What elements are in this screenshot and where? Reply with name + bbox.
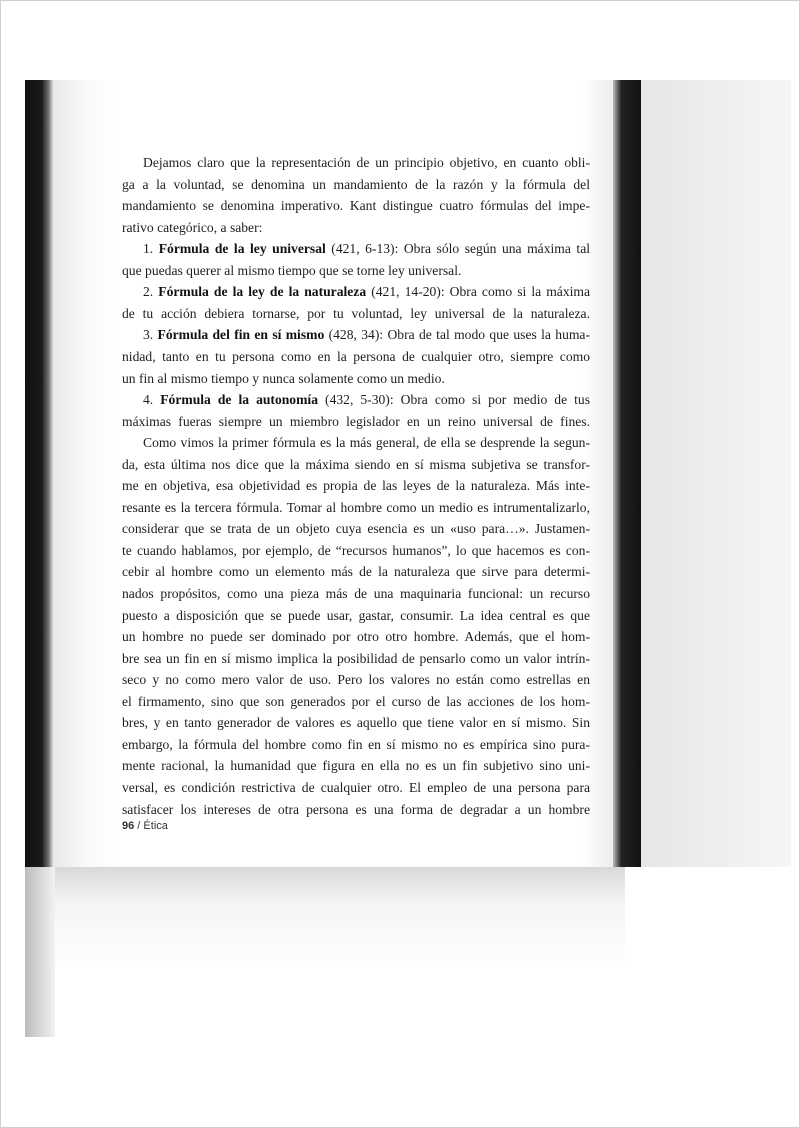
text-line [122, 693, 590, 711]
text-line [122, 650, 590, 668]
text-line [143, 283, 590, 301]
text-segment: de tu acción debiera tornarse, por tu voluntad, ley universal de la naturaleza. [122, 305, 590, 321]
text-line [122, 413, 590, 431]
text-segment: el firmamento, sino que son generados por el curso de las acciones de los hom- [122, 693, 590, 709]
text-segment: satisfacer los intereses de otra persona es una forma de degradar a un hombre [122, 801, 590, 817]
text-line [122, 801, 590, 819]
text-line [122, 262, 590, 280]
bold-term: Fórmula del fin en sí mismo [157, 327, 325, 343]
page-number: 96 [122, 820, 135, 832]
text-line [122, 607, 590, 625]
text-line [122, 176, 590, 194]
page-footer [122, 820, 168, 832]
text-line [143, 154, 590, 172]
text-line [122, 477, 590, 495]
text-line [122, 714, 590, 732]
text-line [122, 219, 590, 237]
text-segment: mente racional, la humanidad que figura en ella no es un fin subjetivo sino uni- [122, 758, 590, 774]
text-line [122, 585, 590, 603]
text-segment: 4. [143, 392, 161, 408]
text-line [122, 348, 590, 366]
footer-separator: / [134, 820, 144, 832]
text-segment: 3. [143, 327, 158, 343]
text-segment: considerar que se trata de un objeto cuya esencia es un «uso para…». Justamen- [122, 521, 590, 537]
text-line [122, 305, 590, 323]
text-line [122, 520, 590, 538]
text-segment: cebir al hombre como un elemento más de la naturaleza que sirve para determi- [122, 564, 590, 580]
text-segment: (421, 6-13): Obra sólo según una máxima tal [325, 241, 590, 257]
text-line [122, 628, 590, 646]
text-segment: seco y no como mero valor de uso. Pero los valores no están como estrellas en [122, 672, 590, 688]
text-segment: máximas fueras siempre un miembro legislador en un reino universal de fines. [122, 413, 590, 429]
text-segment: nados propósitos, como una pieza más de una maquinaria funcional: un recurso [122, 586, 590, 601]
text-segment: puesto a disposición que se puede usar, gastar, consumir. La idea central es que [122, 607, 590, 623]
text-line [122, 370, 590, 388]
scan-shadow-bottom-left [25, 867, 55, 1037]
text-segment: me en objetiva, esa objetividad es propia de las leyes de la naturaleza. Más inte- [122, 478, 590, 494]
text-line [122, 757, 590, 775]
text-line [122, 542, 590, 560]
text-line [122, 779, 590, 797]
text-segment: 1. [143, 241, 159, 257]
scan-shadow-left [25, 80, 53, 867]
text-line [143, 391, 590, 409]
text-segment: que puedas querer al mismo tiempo que se torne ley universal. [122, 262, 462, 278]
text-segment: resante es la tercera fórmula. Tomar al hombre como un medio es intrumentalizarlo, [122, 499, 590, 515]
text-segment: versal, es condición restrictiva de cualquier otro. El empleo de una persona para [122, 779, 590, 795]
text-line [122, 671, 590, 689]
bold-term: Fórmula de la ley de la naturaleza [158, 284, 367, 300]
text-line [143, 240, 590, 258]
text-segment: rativo categórico, a saber: [122, 219, 263, 235]
bold-term: Fórmula de la ley universal [158, 241, 326, 257]
text-segment: ga a la voluntad, se denomina un mandamiento de la razón y la fórmula del [122, 176, 590, 192]
text-segment: (432, 5-30): Obra como si por medio de tus [318, 392, 591, 408]
text-segment: un hombre no puede ser dominado por otro otro hombre. Además, que el hom- [122, 629, 590, 645]
text-segment: te cuando hablamos, por ejemplo, de “recursos humanos”, lo que hacemos es con- [122, 542, 590, 558]
scan-background-right [641, 80, 791, 867]
text-segment: bre sea un fin en sí mismo implica la posibilidad de pensarlo como un valor intrín- [122, 650, 590, 666]
text-segment: bres, y en tanto generador de valores es aquello que tiene valor en sí mismo. Sin [122, 715, 590, 731]
section-title: Ética [143, 820, 168, 832]
text-line [122, 499, 590, 517]
text-segment: un fin al mismo tiempo y nunca solamente como un medio. [122, 370, 445, 386]
text-line [122, 736, 590, 754]
text-segment: embargo, la fórmula del hombre como fin en sí mismo no es empírica sino pura- [122, 736, 590, 752]
text-segment: Como vimos la primer fórmula es la más general, de ella se desprende la segun- [143, 435, 590, 451]
text-line [143, 326, 590, 344]
text-line [122, 563, 590, 581]
text-segment: da, esta última nos dice que la máxima siendo en sí misma subjetiva se transfor- [122, 456, 590, 472]
scan-background-bottom [25, 867, 625, 1037]
text-segment: Dejamos claro que la representación de un principio objetivo, en cuanto obli- [143, 155, 590, 170]
text-segment: nidad, tanto en tu persona como en la persona de cualquier otro, siempre como [122, 348, 590, 364]
scan-shadow-right [613, 80, 641, 867]
text-segment: 2. [143, 284, 159, 300]
text-line [122, 456, 590, 474]
text-segment: (421, 14-20): Obra como si la máxima [366, 284, 590, 300]
text-segment: mandamiento se denomina imperativo. Kant distingue cuatro fórmulas del impe- [122, 198, 590, 214]
text-line [143, 434, 590, 452]
text-segment: (428, 34): Obra de tal modo que uses la huma- [324, 327, 590, 343]
text-line [122, 197, 590, 215]
bold-term: Fórmula de la autonomía [160, 392, 319, 408]
